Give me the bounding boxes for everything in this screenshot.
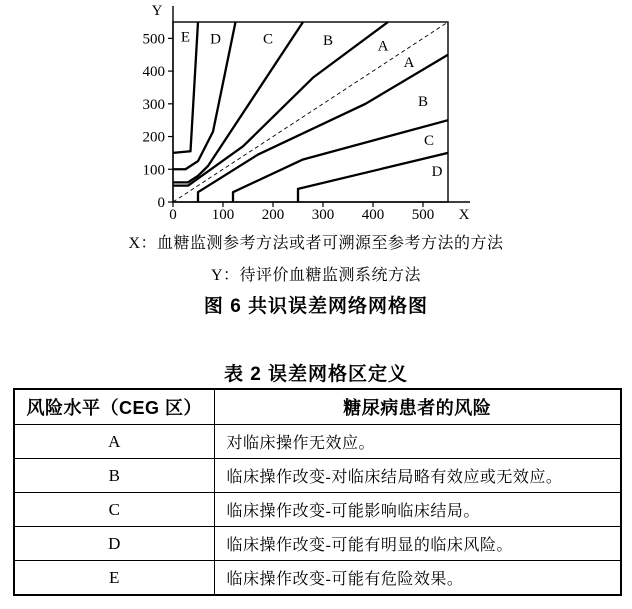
zone-boundary-A-B-lower: [198, 55, 448, 202]
error-grid-chart: [0, 0, 632, 226]
x-tick-label: 500: [411, 207, 435, 223]
zone-label-B: B: [322, 33, 334, 49]
table-row: [14, 459, 621, 493]
x-axis-label: X: [458, 207, 470, 223]
zone-cell: A: [14, 425, 214, 459]
figure-caption: 图 6 共识误差网络网格图: [203, 296, 429, 317]
zone-label-A: A: [377, 38, 389, 55]
table-header-row: [14, 389, 621, 425]
y-axis-note: Y：待评价血糖监测系统方法: [210, 267, 422, 284]
x-tick-label: 200: [261, 207, 285, 223]
zone-label-C: C: [262, 31, 274, 48]
x-tick-label: 400: [361, 207, 385, 223]
risk-cell: 临床操作改变-对临床结局略有效应或无效应。: [214, 459, 621, 493]
header-risk-level: 风险水平（CEG 区）: [14, 389, 214, 425]
risk-cell: 临床操作改变-可能有明显的临床风险。: [214, 527, 621, 561]
zone-cell: D: [14, 527, 214, 561]
y-tick-label: 300: [142, 96, 165, 113]
risk-definition-table: [13, 388, 622, 596]
risk-cell: 临床操作改变-可能影响临床结局。: [214, 493, 621, 527]
x-tick-label: 0: [169, 207, 177, 223]
y-tick-label: 400: [142, 64, 165, 81]
zone-label-D: D: [431, 163, 443, 180]
x-tick-label: 300: [311, 207, 335, 223]
zone-label-C: C: [423, 132, 435, 149]
risk-cell: 临床操作改变-可能有危险效果。: [214, 561, 621, 596]
y-tick-label: 100: [142, 162, 165, 179]
y-tick-label: 0: [157, 195, 165, 211]
zone-label-E: E: [180, 29, 191, 46]
y-tick-label: 200: [142, 129, 165, 146]
zone-label-D: D: [210, 31, 221, 48]
header-patient-risk: 糖尿病患者的风险: [214, 389, 621, 425]
identity-line: [173, 22, 448, 202]
zone-cell: B: [14, 459, 214, 493]
zone-cell: E: [14, 561, 214, 596]
x-tick-label: 100: [211, 207, 235, 223]
zone-label-B: B: [417, 94, 429, 111]
zone-boundary-C-D-lower: [298, 153, 448, 202]
y-axis-label: Y: [151, 3, 163, 19]
zone-boundary-A-B-upper: [173, 22, 388, 186]
table-row: [14, 561, 621, 596]
table-title: 表 2 误差网格区定义: [223, 364, 409, 385]
table-row: [14, 425, 621, 459]
table-row: [14, 527, 621, 561]
table-row: [14, 493, 621, 527]
zone-label-A: A: [403, 54, 415, 71]
x-axis-note: X：血糖监测参考方法或者可溯源至参考方法的方法: [128, 235, 504, 252]
zone-cell: C: [14, 493, 214, 527]
y-tick-label: 500: [142, 31, 165, 48]
risk-cell: 对临床操作无效应。: [214, 425, 621, 459]
